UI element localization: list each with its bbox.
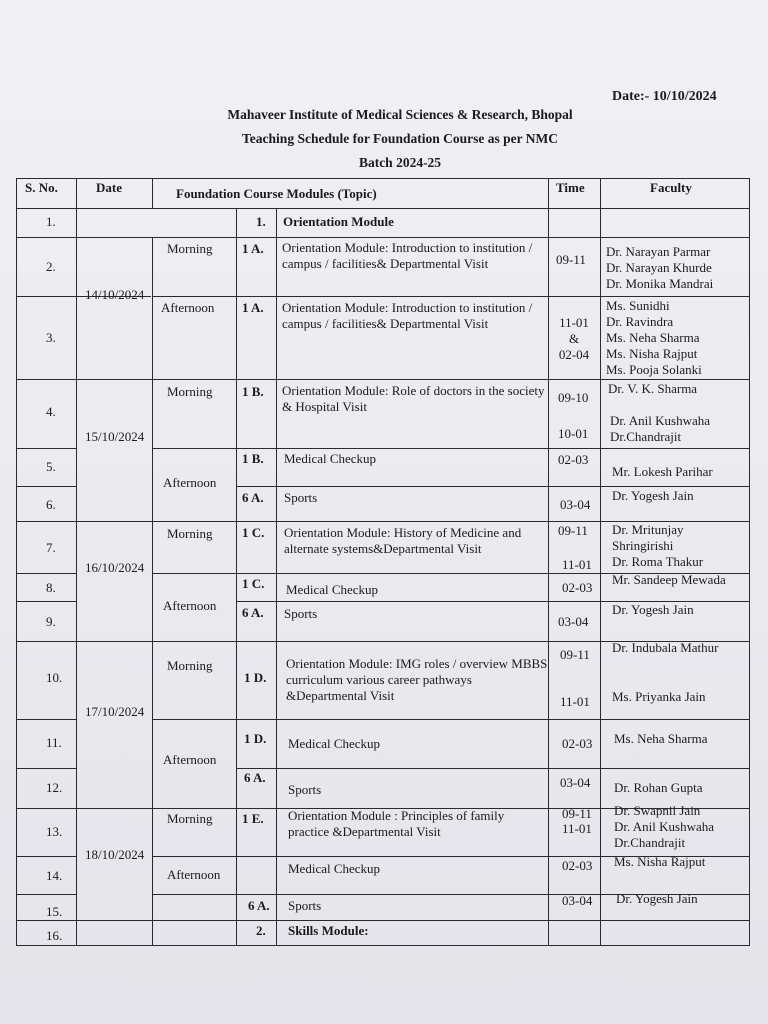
session-cell: Afternoon	[167, 867, 221, 882]
grid-line	[153, 719, 750, 720]
module-code: 6 A.	[244, 770, 266, 785]
column-header-time: Time	[556, 180, 585, 195]
grid-line	[16, 237, 750, 238]
time-cell: 09-11	[560, 647, 590, 662]
module-code: 1 C.	[242, 576, 265, 591]
grid-line	[16, 379, 750, 380]
faculty-name: Dr. Yogesh Jain	[612, 488, 694, 503]
time-cell: 03-04	[558, 614, 589, 629]
faculty-name: Ms. Priyanka Jain	[612, 689, 706, 704]
row-sno: 11.	[46, 735, 62, 750]
topic-cell: Skills Module:	[288, 923, 369, 938]
faculty-name: Mr. Sandeep Mewada	[612, 572, 726, 587]
faculty-name: Ms. Pooja Solanki	[606, 362, 702, 377]
topic-cell: Sports	[284, 490, 318, 505]
topic-cell: Orientation Module: History of Medicine and alternate systems&Departmental Visit	[284, 525, 522, 556]
faculty-name: Dr. Monika Mandrai	[606, 276, 714, 291]
session-cell: Morning	[167, 658, 213, 673]
topic-cell: Sports	[288, 782, 322, 797]
faculty-name: Dr. Roma Thakur	[612, 554, 704, 569]
module-code: 1.	[256, 214, 266, 229]
module-code: 6 A.	[242, 490, 264, 505]
date-cell: 17/10/2024	[85, 704, 145, 719]
date-cell: 18/10/2024	[85, 847, 145, 862]
topic-cell: Medical Checkup	[286, 582, 379, 597]
module-code: 1 D.	[244, 731, 267, 746]
time-cell: 11-01	[560, 694, 590, 709]
module-code: 1 E.	[242, 811, 264, 826]
column-header-faculty: Faculty	[650, 180, 692, 195]
faculty-name: Ms. Nisha Rajput	[606, 346, 698, 361]
faculty-name: Dr. Anil Kushwaha	[614, 819, 715, 834]
date-cell: 16/10/2024	[85, 560, 145, 575]
grid-line	[153, 448, 750, 449]
grid-line	[153, 296, 750, 297]
topic-cell: Orientation Module : Principles of family practice &Departmental Visit	[288, 808, 505, 839]
grid-line	[548, 178, 549, 945]
faculty-name: Ms. Sunidhi	[606, 298, 670, 313]
grid-line	[76, 178, 77, 945]
grid-line	[749, 178, 750, 945]
time-cell: 02-03	[558, 452, 589, 467]
module-code: 1 B.	[242, 451, 264, 466]
module-code: 1 B.	[242, 384, 264, 399]
grid-line	[16, 486, 76, 487]
topic-cell: Sports	[288, 898, 322, 913]
row-sno: 15.	[46, 904, 63, 919]
faculty-name: Dr. Mritunjay	[612, 522, 684, 537]
session-cell: Afternoon	[161, 300, 215, 315]
grid-line	[16, 448, 76, 449]
row-sno: 3.	[46, 330, 56, 345]
row-sno: 5.	[46, 459, 56, 474]
date-cell: 15/10/2024	[85, 429, 145, 444]
row-sno: 16.	[46, 928, 63, 943]
time-cell: 09-11	[556, 252, 586, 267]
batch-label: Batch 2024-25	[358, 155, 442, 170]
faculty-name: Dr. Rohan Gupta	[614, 780, 703, 795]
topic-cell: Sports	[284, 606, 318, 621]
grid-line	[16, 894, 76, 895]
grid-line	[16, 856, 76, 857]
session-cell: Morning	[167, 241, 213, 256]
institute-name: Mahaveer Institute of Medical Sciences & Research, Bhopal	[227, 107, 573, 122]
module-code: 1 C.	[242, 525, 265, 540]
time-cell: 11-01	[562, 557, 592, 572]
session-cell: Afternoon	[163, 598, 217, 613]
grid-line	[16, 178, 750, 179]
faculty-name: Mr. Lokesh Parihar	[612, 464, 713, 479]
row-sno: 1.	[46, 214, 56, 229]
module-code: 6 A.	[248, 898, 270, 913]
time-cell: 03-04	[562, 893, 593, 908]
schedule-title: Teaching Schedule for Foundation Course as per NMC	[242, 131, 558, 146]
grid-line	[152, 237, 153, 945]
column-header-topic: Foundation Course Modules (Topic)	[176, 186, 377, 201]
faculty-name: Ms. Neha Sharma	[606, 330, 700, 345]
module-code: 2.	[256, 923, 266, 938]
faculty-name: Dr. Yogesh Jain	[612, 602, 694, 617]
grid-line	[16, 178, 17, 945]
topic-cell: Orientation Module: IMG roles / overview MBBS curriculum various career pathways &Departmental Visit	[286, 656, 548, 703]
grid-line	[16, 601, 76, 602]
topic-cell: Medical Checkup	[288, 861, 381, 876]
time-cell: &	[568, 331, 580, 346]
topic-cell: Medical Checkup	[284, 451, 377, 466]
row-sno: 10.	[46, 670, 63, 685]
module-code: 1 A.	[242, 300, 264, 315]
faculty-name: Dr. Swapnil Jain	[614, 803, 701, 818]
grid-line	[16, 768, 76, 769]
session-cell: Afternoon	[163, 475, 217, 490]
time-cell: 02-03	[562, 580, 593, 595]
date-cell: 14/10/2024	[85, 287, 145, 302]
faculty-name: Dr.Chandrajit	[610, 429, 682, 444]
session-cell: Morning	[167, 811, 213, 826]
grid-line	[236, 208, 237, 945]
time-cell: 09-11	[562, 806, 592, 821]
faculty-name: Dr. Narayan Khurde	[606, 260, 712, 275]
grid-line	[276, 208, 277, 945]
time-cell: 02-04	[558, 347, 590, 362]
faculty-name: Dr. Indubala Mathur	[612, 640, 719, 655]
time-cell: 10-01	[558, 426, 589, 441]
time-cell: 02-03	[562, 858, 593, 873]
row-sno: 9.	[46, 614, 56, 629]
session-cell: Morning	[167, 384, 213, 399]
row-sno: 8.	[46, 580, 56, 595]
faculty-name: Dr.Chandrajit	[614, 835, 686, 850]
faculty-name: Shringirishi	[612, 538, 674, 553]
time-cell: 11-01	[562, 821, 592, 836]
grid-line	[16, 208, 750, 209]
faculty-name: Dr. Anil Kushwaha	[610, 413, 711, 428]
module-code: 1 D.	[244, 670, 267, 685]
session-cell: Morning	[167, 526, 213, 541]
time-cell: 03-04	[560, 497, 591, 512]
faculty-name: Dr. Yogesh Jain	[616, 891, 698, 906]
grid-line	[16, 573, 76, 574]
topic-cell: Orientation Module	[283, 214, 394, 229]
faculty-name: Dr. Ravindra	[606, 314, 674, 329]
faculty-name: Ms. Nisha Rajput	[614, 854, 706, 869]
row-sno: 12.	[46, 780, 63, 795]
topic-cell: Medical Checkup	[288, 736, 381, 751]
grid-line	[600, 178, 601, 945]
grid-line	[236, 768, 750, 769]
column-header-sno: S. No.	[25, 180, 58, 195]
grid-line	[16, 719, 76, 720]
row-sno: 7.	[46, 540, 56, 555]
topic-cell: Orientation Module: Introduction to institution / campus / facilities& Departmental Visit	[282, 240, 533, 271]
grid-line	[236, 486, 750, 487]
document-date: Date:- 10/10/2024	[612, 89, 717, 104]
time-cell: 02-03	[562, 736, 593, 751]
time-cell: 09-11	[558, 523, 588, 538]
row-sno: 13.	[46, 824, 63, 839]
grid-line	[16, 945, 750, 946]
time-cell: 11-01	[559, 315, 589, 330]
module-code: 1 A.	[242, 241, 264, 256]
faculty-name: Dr. Narayan Parmar	[606, 244, 711, 259]
session-cell: Afternoon	[163, 752, 217, 767]
topic-cell: Orientation Module: Introduction to institution / campus / facilities& Departmental Visit	[282, 300, 533, 331]
grid-line	[152, 178, 153, 208]
row-sno: 4.	[46, 404, 56, 419]
module-code: 6 A.	[242, 605, 264, 620]
topic-cell: Orientation Module: Role of doctors in the society & Hospital Visit	[282, 383, 545, 414]
grid-line	[16, 920, 750, 921]
row-sno: 14.	[46, 868, 63, 883]
column-header-date: Date	[96, 180, 122, 195]
time-cell: 03-04	[560, 775, 591, 790]
faculty-name: Dr. V. K. Sharma	[608, 381, 698, 396]
row-sno: 2.	[46, 259, 56, 274]
faculty-name: Ms. Neha Sharma	[614, 731, 708, 746]
time-cell: 09-10	[558, 390, 589, 405]
row-sno: 6.	[46, 497, 56, 512]
